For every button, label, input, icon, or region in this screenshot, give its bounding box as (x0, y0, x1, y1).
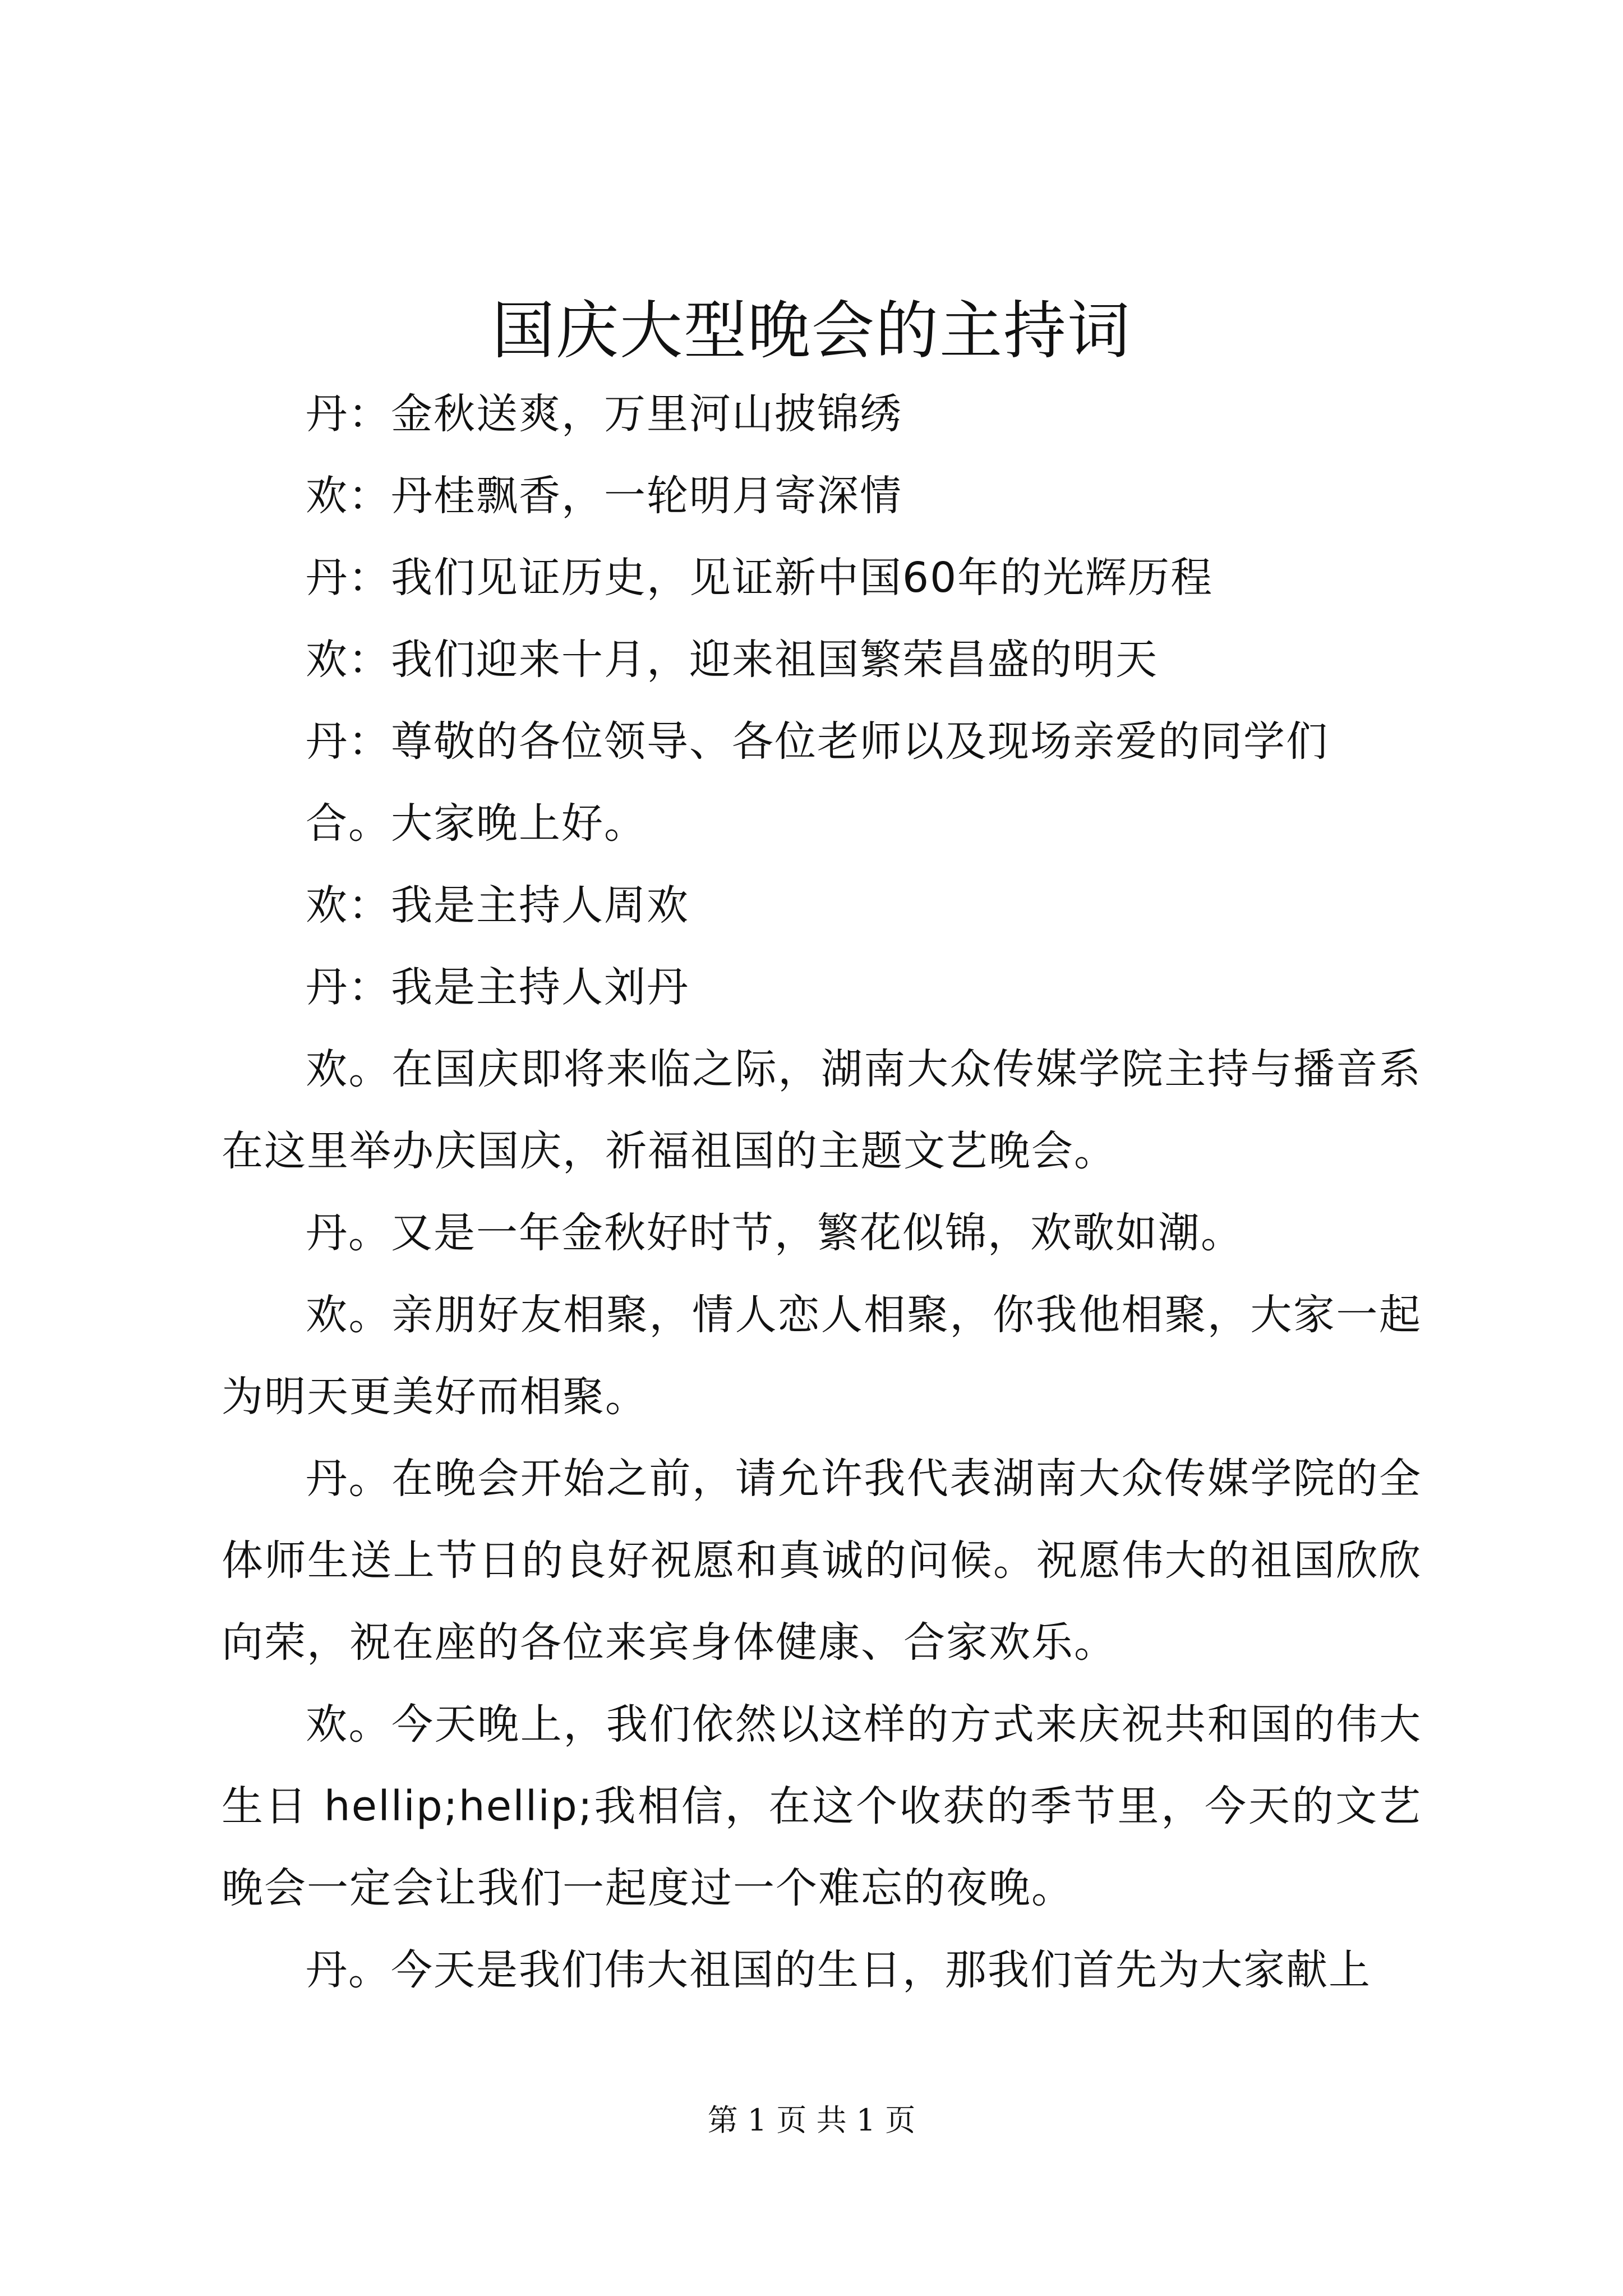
paragraph: 欢：我们迎来十月，迎来祖国繁荣昌盛的明天 (306, 636, 1158, 684)
paragraph: 丹：我们见证历史，见证新中国60年的光辉历程 (306, 554, 1214, 602)
paragraph: 合。大家晚上好。 (306, 799, 647, 848)
paragraph: 丹：金秋送爽，万里河山披锦绣 (306, 390, 902, 438)
paragraph: 丹。在晚会开始之前，请允许我代表湖南大众传媒学院的全体师生送上节日的良好祝愿和真诚的问候。祝愿伟大的祖国欣欣向荣，祝在座的各位来宾身体健康、合家欢乐。 (222, 1455, 1422, 1667)
document-title: 国庆大型晚会的主持词 (492, 295, 1131, 367)
document-body (222, 373, 1422, 2011)
paragraph: 欢。在国庆即将来临之际，湖南大众传媒学院主持与播音系在这里举办庆国庆，祈福祖国的主题文艺晚会。 (222, 1045, 1422, 1175)
paragraph: 欢：丹桂飘香，一轮明月寄深情 (306, 472, 902, 520)
paragraph: 丹：我是主持人刘丹 (306, 963, 689, 1011)
page-footer: 第 1 页 共 1 页 (707, 2102, 916, 2138)
paragraph: 丹。又是一年金秋好时节，繁花似锦，欢歌如潮。 (306, 1209, 1243, 1257)
paragraph: 欢。亲朋好友相聚，情人恋人相聚，你我他相聚，大家一起为明天更美好而相聚。 (222, 1291, 1422, 1421)
paragraph: 欢。今天晚上，我们依然以这样的方式来庆祝共和国的伟大生日 hellip;hellip;我相信，在这个收获的季节里，今天的文艺晚会一定会让我们一起度过一个难忘的夜晚。 (222, 1700, 1422, 1912)
paragraph: 丹：尊敬的各位领导、各位老师以及现场亲爱的同学们 (306, 717, 1329, 766)
paragraph: 欢：我是主持人周欢 (306, 881, 689, 930)
paragraph: 丹。今天是我们伟大祖国的生日，那我们首先为大家献上 (306, 1946, 1371, 1994)
